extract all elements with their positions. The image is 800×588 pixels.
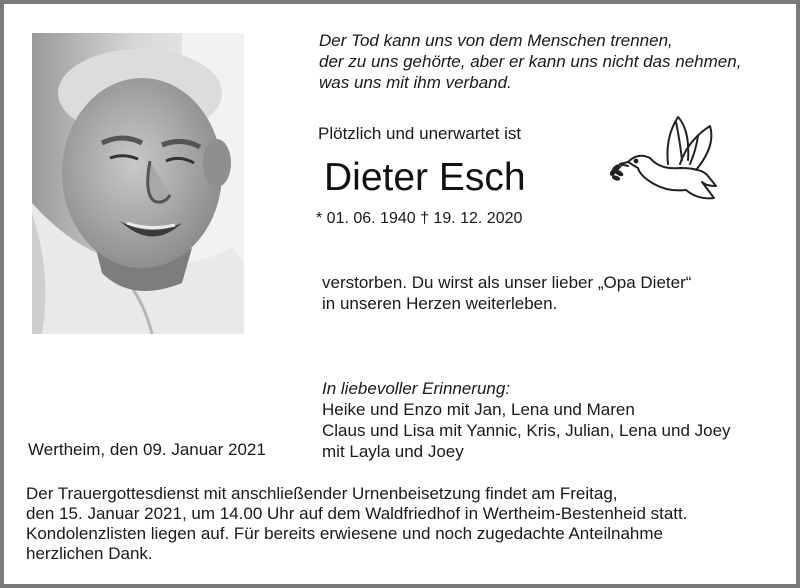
message-line: verstorben. Du wirst als unser lieber „Opa Dieter“ [322,273,692,292]
mourners-line: mit Layla und Joey [322,442,464,461]
mourners-line: Claus und Lisa mit Yannic, Kris, Julian, Lena und Joey [322,421,731,440]
quote-block [319,30,741,93]
notice-line: herzlichen Dank. [26,544,153,563]
deceased-name: Dieter Esch [324,156,526,199]
notice-line: den 15. Januar 2021, um 14.00 Uhr auf dem Waldfriedhof in Wertheim-Bestenheid statt. [26,504,688,523]
dove-icon [610,112,725,207]
place-date: Wertheim, den 09. Januar 2021 [28,440,266,459]
memorial-message [322,272,691,314]
notice-line: Kondolenzlisten liegen auf. Für bereits erwiesene und noch zugedachte Anteilnahme [26,524,663,543]
mourners-block [322,378,731,462]
intro-text: Plötzlich und unerwartet ist [318,124,522,143]
notice-line: Der Trauergottesdienst mit anschließender Urnenbeisetzung findet am Freitag, [26,484,618,503]
quote-line: was uns mit ihm verband. [319,73,512,92]
life-dates: * 01. 06. 1940 † 19. 12. 2020 [316,210,523,227]
portrait-photo [32,33,244,334]
mourners-heading: In liebevoller Erinnerung: [322,379,511,398]
quote-line: Der Tod kann uns von dem Menschen trennen, [319,31,673,50]
quote-line: der zu uns gehörte, aber er kann uns nicht das nehmen, [319,52,742,71]
service-notice [26,484,687,564]
message-line: in unseren Herzen weiterleben. [322,294,558,313]
mourners-line: Heike und Enzo mit Jan, Lena und Maren [322,400,635,419]
